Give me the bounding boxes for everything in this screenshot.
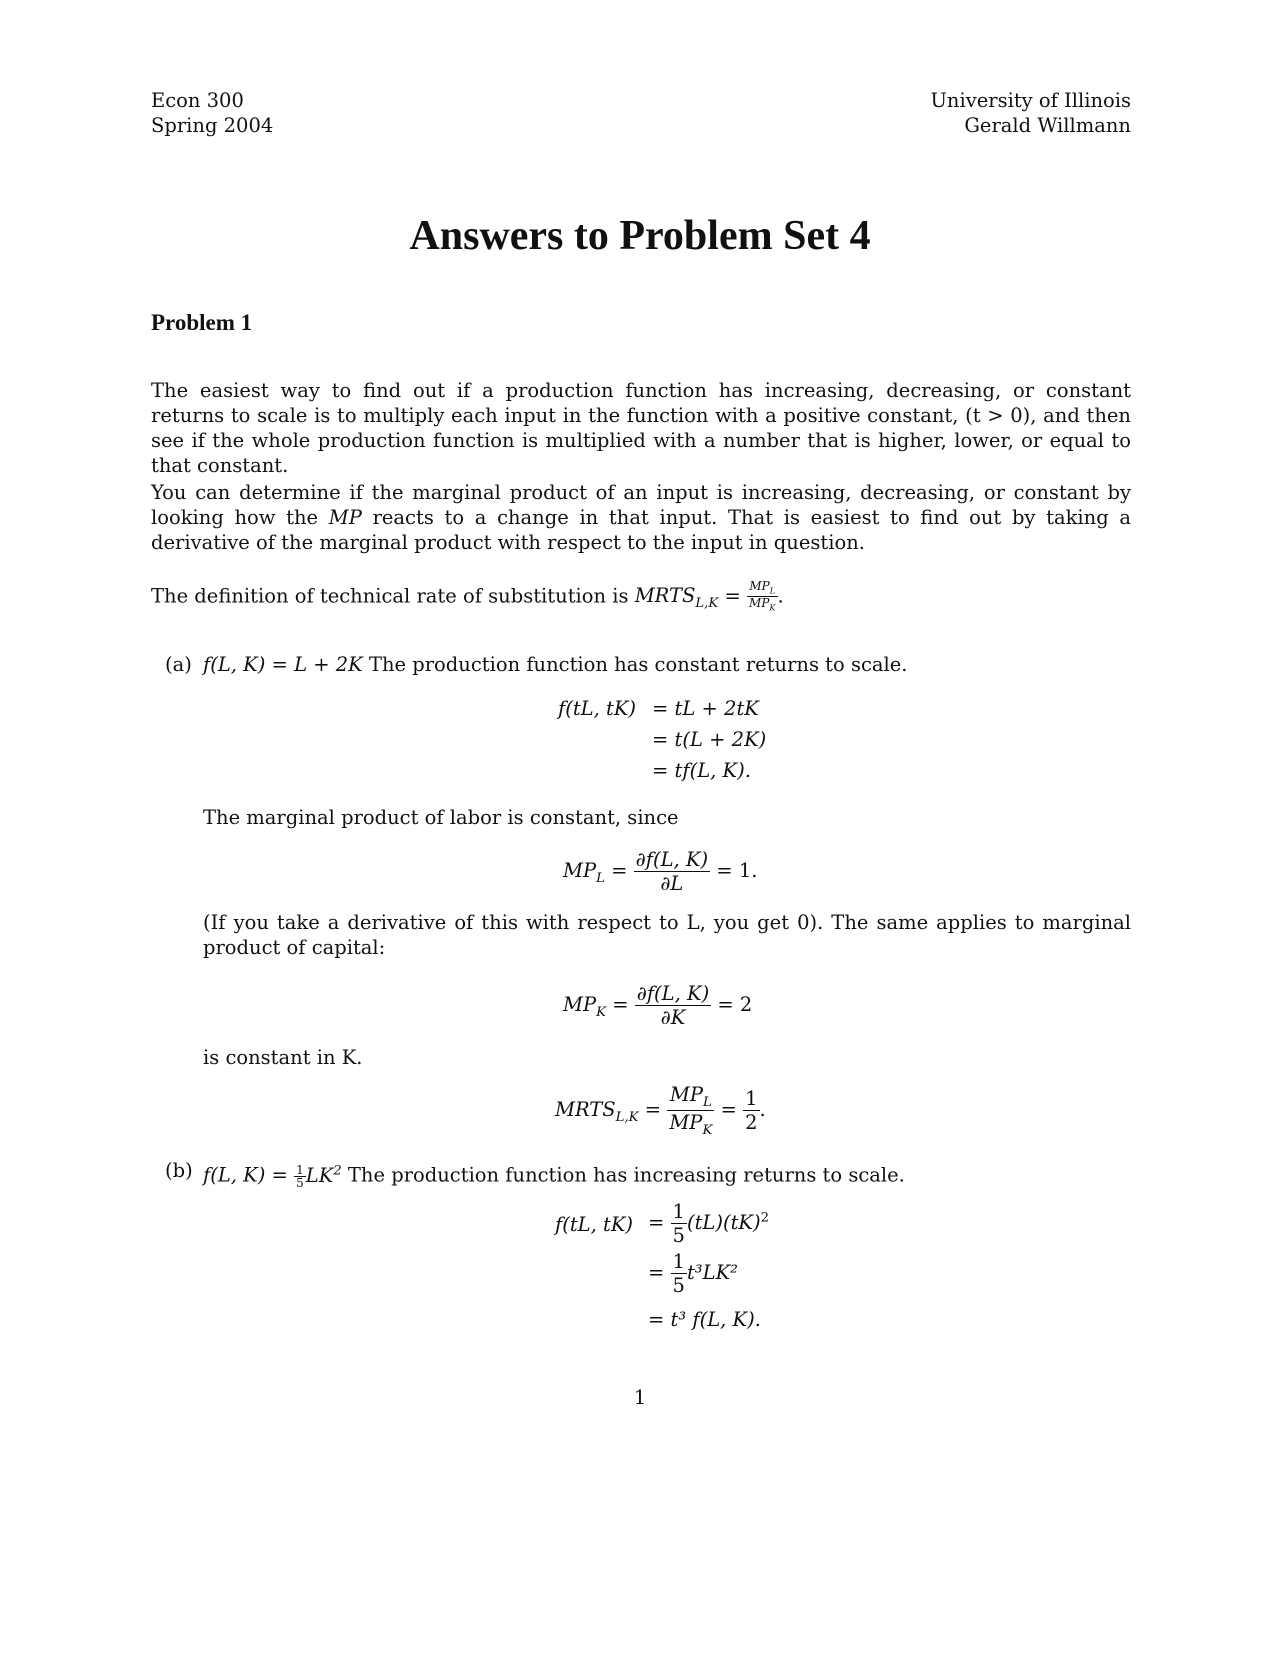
part-b-eq-line-2: = $\frac{1}{5}$ t³LK² <box>648 1250 738 1297</box>
part-a-constant-text: is constant in K. <box>203 1046 363 1069</box>
paragraph-returns-to-scale: The easiest way to find out if a production function has increasing, decreasing, or constant returns to scale is to multiply each input in the function with a positive constant, (t > 0), and then see if the whole production function is multiplied with a number that is higher, lower, or equal to that constant. <box>151 379 1131 477</box>
part-b-eq-line-1: = $\frac{1}{5}$ (tL)(tK)$^2$ <box>648 1200 770 1247</box>
part-a-mrts-equation: $MRTS_{L,K}$ = $\frac{MP_L}{MP_K}$ = $\frac{1}{2}$ . <box>555 1083 766 1138</box>
part-a-eq-line-3: = tf(L, K). <box>652 759 751 782</box>
university: University of Illinois <box>930 89 1131 112</box>
part-a-label: (a) <box>165 653 192 676</box>
part-a-heading: f(L, K) = L + 2K The production function has constant returns to scale. <box>203 653 908 676</box>
part-a-eq-line-1: = tL + 2tK <box>652 697 759 720</box>
part-b-eq-lhs: f(tL, tK) <box>555 1213 634 1236</box>
part-a-eq-lhs: f(tL, tK) <box>558 697 637 720</box>
part-b-eq-line-3: = t³ f(L, K). <box>648 1308 761 1331</box>
part-a-mpl-equation: $MP_L$ = $\frac{\partial f(L, K)}{\partial L}$ = 1. <box>563 848 758 895</box>
instructor: Gerald Willmann <box>964 114 1131 137</box>
page-number: 1 <box>633 1386 647 1409</box>
page-title: Answers to Problem Set 4 <box>409 213 871 259</box>
part-a-derivative-text: (If you take a derivative of this with respect to L, you get 0). The same applies to marginal product of capital: <box>203 911 1131 959</box>
paragraph-marginal-product: You can determine if the marginal product of an input is increasing, decreasing, or constant by looking how the MP reacts to a change in that input. That is easiest to find out by taking a derivative of the marginal product with respect to the input in question. <box>151 481 1131 554</box>
part-b-label: (b) <box>165 1159 193 1182</box>
part-b-heading: f(L, K) = $\frac{1}{5}$ $LK^2$ The production function has increasing returns to scale. <box>203 1162 905 1190</box>
paragraph-mrts-definition: The definition of technical rate of substitution is $MRTS_{L,K}$ = $\frac{MP_L}{MP_K}$ . <box>151 579 784 613</box>
part-a-mpk-equation: $MP_K$ = $\frac{\partial f(L, K)}{\partial K}$ = 2 <box>563 982 753 1029</box>
part-a-mpl-text: The marginal product of labor is constant, since <box>203 806 679 829</box>
course-name: Econ 300 <box>151 89 244 112</box>
term: Spring 2004 <box>151 114 274 137</box>
section-heading: Problem 1 <box>151 310 253 335</box>
part-a-eq-line-2: = t(L + 2K) <box>652 728 767 751</box>
